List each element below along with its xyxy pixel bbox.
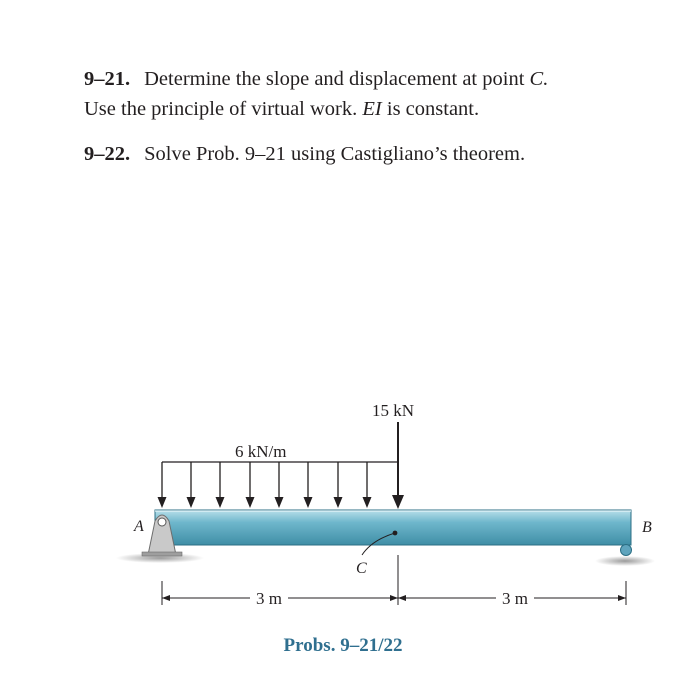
ei-term: EI xyxy=(362,98,382,120)
load-arrows xyxy=(158,462,372,508)
load-arrow-head xyxy=(304,497,313,508)
load-arrow-head xyxy=(187,497,196,508)
dimension-right-label: 3 m xyxy=(502,589,528,608)
load-arrow-head xyxy=(158,497,167,508)
ground-right xyxy=(595,556,655,566)
problem-number: 9–21. xyxy=(84,68,131,90)
support-a-label: A xyxy=(134,518,144,535)
load-arrow-head xyxy=(216,497,225,508)
problem-9-21 xyxy=(84,64,548,124)
dimension-left-label: 3 m xyxy=(256,589,282,608)
distributed-load-label: 6 kN/m xyxy=(235,442,287,461)
problem-number: 9–22. xyxy=(84,143,131,165)
load-arrow-head xyxy=(246,497,255,508)
point-load-label: 15 kN xyxy=(371,401,415,420)
problem-9-22 xyxy=(84,139,525,169)
figure-caption: Probs. 9–21/22 xyxy=(283,635,403,656)
load-arrow-head xyxy=(334,497,343,508)
beam xyxy=(155,510,631,545)
point-c-label: C xyxy=(356,560,367,577)
roller-support-b xyxy=(595,545,655,567)
load-arrow-head xyxy=(363,497,372,508)
point-load xyxy=(372,401,414,509)
problem-text-line2: Use the principle of virtual work. xyxy=(84,98,358,120)
problem-text-line1: Determine the slope and displacement at point xyxy=(144,68,525,90)
support-b-label: B xyxy=(642,519,652,536)
point-load-arrowhead xyxy=(392,495,404,509)
problem-text-line2-end: is constant. xyxy=(386,98,480,120)
dimension-lines xyxy=(162,555,626,605)
load-arrow-head xyxy=(275,497,284,508)
point-reference: C. xyxy=(529,68,549,90)
beam-diagram xyxy=(110,395,670,625)
distributed-load xyxy=(158,442,399,508)
problem-text: Solve Prob. 9–21 using Castigliano’s theorem. xyxy=(144,143,526,165)
